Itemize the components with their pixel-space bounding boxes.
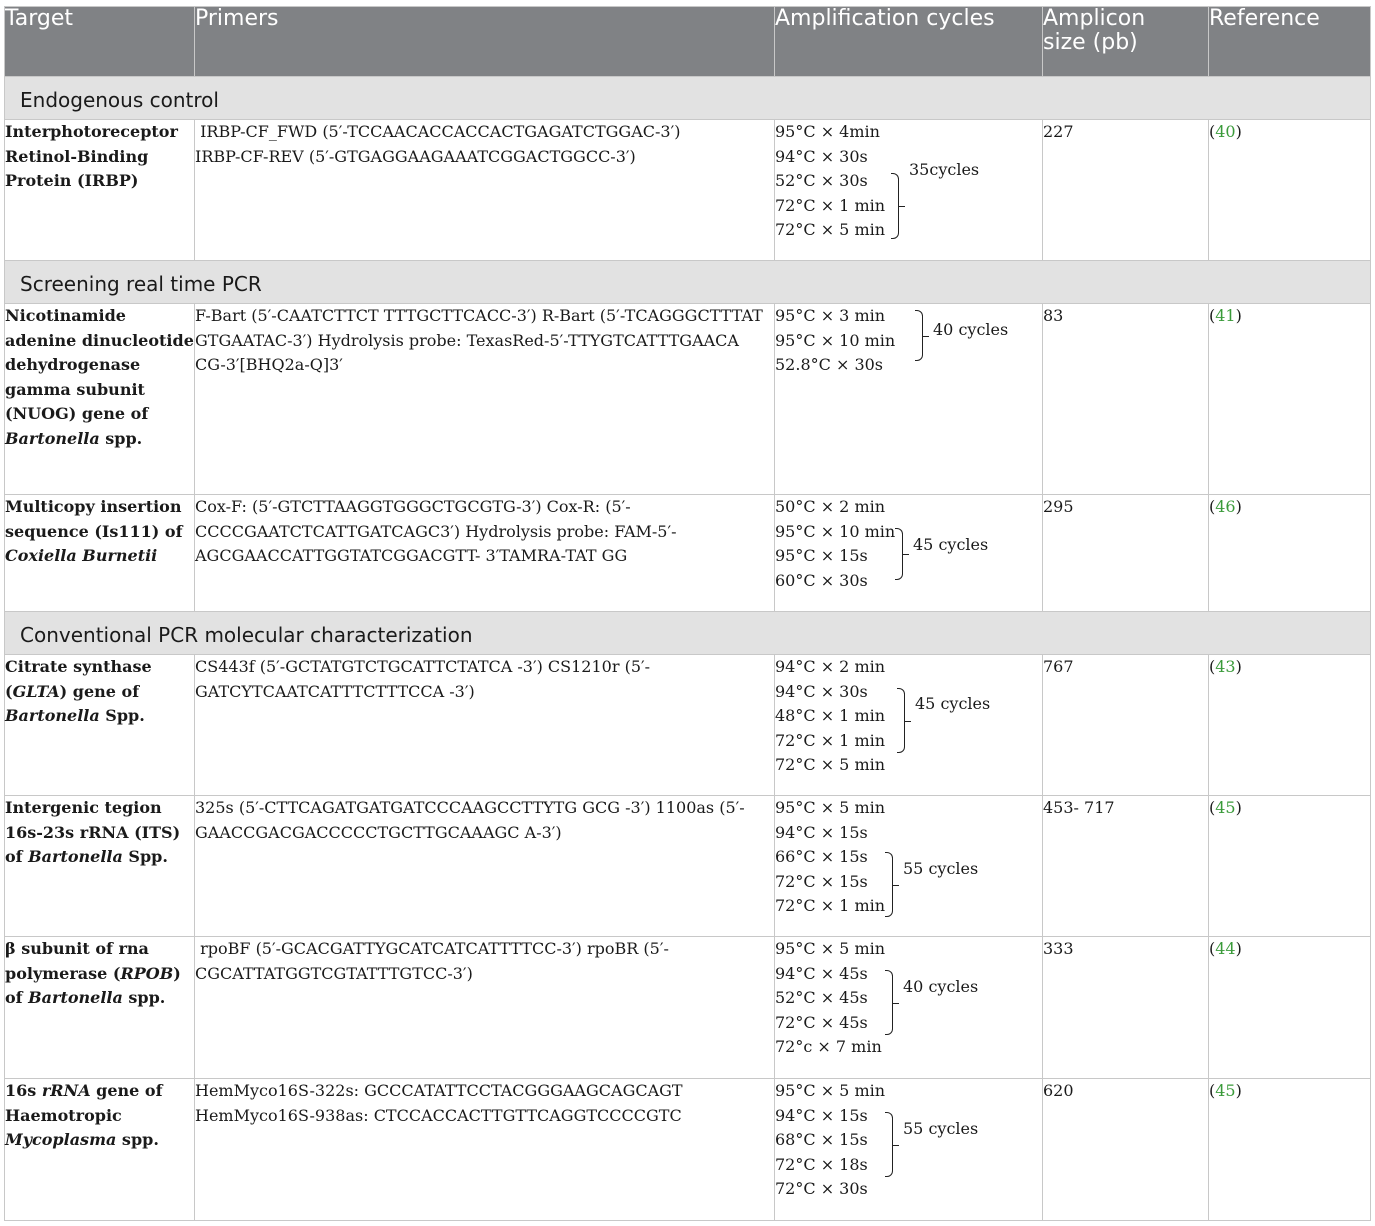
- target-cell: [5, 796, 195, 937]
- target-text: spp.: [99, 428, 143, 448]
- amplification-cell: [775, 304, 1043, 495]
- step: 95°C × 10 min: [775, 330, 896, 350]
- primer-line: HemMyco16S-938as: CTCCACCACTTGTTCAGGTCCCCGTC: [195, 1105, 682, 1125]
- primer-line: HemMyco16S-322s: GCCCATATTCCTACGGGAAGCAGCAGT: [195, 1081, 683, 1100]
- reference-link[interactable]: 45: [1215, 1081, 1236, 1100]
- primer-line: IRBP-CF_FWD (5′-TCCAACACCACCACTGAGATCTGGAC-3′): [195, 122, 681, 141]
- step: 50°C × 2 min: [775, 497, 886, 516]
- target-cell: [5, 937, 195, 1079]
- step: 95°C × 10 min: [775, 521, 896, 541]
- target-text: Nicotinamide adenine dinucleotide dehydrogenase gamma subunit (NUOG) gene of: [5, 306, 194, 424]
- reference-cell: (43): [1209, 655, 1371, 796]
- cycle-count: 35cycles: [909, 160, 980, 179]
- cycle-count: 45 cycles: [913, 535, 989, 554]
- section-screening: Screening real time PCR: [5, 261, 1371, 304]
- table-row: [5, 304, 1371, 495]
- table-row: [5, 796, 1371, 937]
- cycle-count: 45 cycles: [915, 694, 991, 713]
- cycle-brace: [885, 1112, 893, 1177]
- header-amplicon: [1043, 7, 1209, 77]
- reference-link[interactable]: 40: [1215, 122, 1236, 141]
- reference-cell: (40): [1209, 120, 1371, 261]
- step: 94°C × 45s: [775, 963, 868, 983]
- target-text: spp.: [116, 1130, 159, 1150]
- step: 66°C × 15s: [775, 847, 868, 867]
- step: 95°C × 4min: [775, 122, 880, 141]
- amplification-cell: [775, 796, 1043, 937]
- cycle-brace: [891, 173, 899, 239]
- reference-cell: (46): [1209, 495, 1371, 612]
- primers-cell: [195, 120, 775, 261]
- target-text: β subunit of rna polymerase (: [5, 939, 149, 983]
- cycle-brace: [885, 970, 893, 1035]
- size-cell: 227: [1043, 120, 1209, 261]
- target-cell: Interphotoreceptor Retinol-Binding Protein (IRBP): [5, 120, 195, 261]
- target-gene: rRNA: [41, 1081, 91, 1100]
- step: 72°C × 18s: [775, 1154, 868, 1174]
- step: 72°C × 45s: [775, 1012, 868, 1032]
- target-gene: GLTA: [12, 681, 60, 701]
- step: 94°C × 15s: [775, 1105, 868, 1125]
- step: 72°C × 30s: [775, 1179, 868, 1199]
- target-genus: Bartonella: [5, 428, 100, 448]
- target-text: gene of Haemotropic: [5, 1081, 163, 1125]
- target-text: Intergenic tegion 16s-23s rRNA (ITS) of: [5, 798, 181, 867]
- amplification-cell: [775, 1079, 1043, 1221]
- target-genus: Bartonella: [28, 847, 123, 867]
- step: 48°C × 1 min: [775, 706, 886, 726]
- target-cell: [5, 1079, 195, 1221]
- step: 95°C × 5 min: [775, 1081, 886, 1100]
- section-row: [5, 261, 1371, 304]
- reference-cell: (45): [1209, 1079, 1371, 1221]
- target-text: Spp.: [122, 847, 168, 867]
- amplification-cell: [775, 495, 1043, 612]
- size-cell: 83: [1043, 304, 1209, 495]
- primers-cell: [195, 1079, 775, 1221]
- header-amplicon-line1: Amplicon: [1043, 6, 1146, 31]
- amplification-cell: [775, 937, 1043, 1079]
- table-row: [5, 1079, 1371, 1221]
- table-row: [5, 655, 1371, 796]
- reference-cell: (41): [1209, 304, 1371, 495]
- primers-cell: rpoBF (5′-GCACGATTYGCATCATCATTTTCC-3′) rpoBR (5′-CGCATTATGGTCGTATTTGTCC-3′): [195, 937, 775, 1079]
- step: 72°C × 1 min: [775, 730, 886, 750]
- target-genus: Mycoplasma: [5, 1130, 117, 1150]
- target-cell: [5, 655, 195, 796]
- reference-link[interactable]: 44: [1215, 939, 1236, 958]
- target-genus: Bartonella: [5, 706, 100, 726]
- step: 68°C × 15s: [775, 1130, 868, 1150]
- target-genus: Bartonella: [28, 988, 123, 1008]
- target-text: ) gene of: [59, 681, 140, 701]
- size-cell: 767: [1043, 655, 1209, 796]
- header-target: Target: [5, 7, 195, 77]
- target-cell: [5, 495, 195, 612]
- primers-cell: CS443f (5′-GCTATGTCTGCATTCTATCA -3′) CS1210r (5′-GATCYTCAATCATTTCTTTCCA -3′): [195, 655, 775, 796]
- table-row: [5, 120, 1371, 261]
- cycle-brace: [897, 688, 905, 753]
- primer-line: IRBP-CF-REV (5′-GTGAGGAAGAAATCGGACTGGCC-3′): [195, 146, 636, 166]
- step: 52°C × 45s: [775, 988, 868, 1008]
- step: 52.8°C × 30s: [775, 355, 884, 375]
- cycle-count: 40 cycles: [933, 320, 1009, 339]
- step: 72°C × 15s: [775, 871, 868, 891]
- step: 95°C × 5 min: [775, 798, 886, 817]
- cycle-count: 40 cycles: [903, 977, 979, 996]
- pcr-table: [4, 6, 1371, 1221]
- target-cell: [5, 304, 195, 495]
- section-endogenous: Endogenous control: [5, 77, 1371, 120]
- target-genus: Coxiella Burnetii: [5, 546, 158, 566]
- primers-cell: Cox-F: (5′-GTCTTAAGGTGGGCTGCGTG-3′) Cox-R: (5′-CCCCGAATCTCATTGATCAGC3′) Hydrolysis probe: FAM-5′-AGCGAACCATTGGTATCGGACGTT- 3′TAMRA-TAT GG: [195, 495, 775, 612]
- target-text: 16s: [5, 1081, 42, 1100]
- step: 72°c × 7 min: [775, 1037, 882, 1057]
- header-row: [5, 7, 1371, 77]
- cycle-brace: [885, 852, 893, 917]
- step: 95°C × 3 min: [775, 306, 886, 325]
- step: 95°C × 5 min: [775, 939, 886, 958]
- cycle-brace: [915, 310, 923, 361]
- step: 95°C × 15s: [775, 546, 868, 566]
- target-text: Spp.: [99, 706, 145, 726]
- amplification-cell: [775, 120, 1043, 261]
- target-text: spp.: [122, 988, 166, 1008]
- primers-cell: 325s (5′-CTTCAGATGATGATCCCAAGCCTTYTG GCG -3′) 1100as (5′- GAACCGACGACCCCCTGCTTGCAAAGC A-3′): [195, 796, 775, 937]
- header-reference: Reference: [1209, 7, 1371, 77]
- primers-cell: F-Bart (5′-CAATCTTCT TTTGCTTCACC-3′) R-Bart (5′-TCAGGGCTTTAT GTGAATAC-3′) Hydrolysis probe: TexasRed-5′-TTYGTCATTTGAACA CG-3′[BHQ2a-Q]3′: [195, 304, 775, 495]
- target-text: Multicopy insertion sequence (Is111) of: [5, 497, 183, 541]
- step: 72°C × 1 min: [775, 896, 886, 916]
- header-primers: Primers: [195, 7, 775, 77]
- step: 52°C × 30s: [775, 171, 868, 191]
- step: 94°C × 30s: [775, 146, 868, 166]
- step: 94°C × 30s: [775, 681, 868, 701]
- cycle-count: 55 cycles: [903, 1119, 979, 1138]
- reference-link[interactable]: 43: [1215, 657, 1236, 676]
- header-amplicon-line2: size (pb): [1043, 30, 1138, 55]
- reference-cell: (44): [1209, 937, 1371, 1079]
- step: 94°C × 2 min: [775, 657, 886, 676]
- target-text: ) of: [5, 963, 181, 1008]
- step: 72°C × 5 min: [775, 220, 886, 240]
- reference-cell: (45): [1209, 796, 1371, 937]
- step: 60°C × 30s: [775, 570, 868, 590]
- step: 94°C × 15s: [775, 822, 868, 842]
- cycle-brace: [895, 528, 903, 580]
- amplification-cell: [775, 655, 1043, 796]
- table-row: [5, 495, 1371, 612]
- target-text: Citrate synthase (: [5, 657, 152, 701]
- section-row: [5, 77, 1371, 120]
- section-row: [5, 612, 1371, 655]
- section-conventional: Conventional PCR molecular characterization: [5, 612, 1371, 655]
- size-cell: 620: [1043, 1079, 1209, 1221]
- table-row: [5, 937, 1371, 1079]
- step: 72°C × 5 min: [775, 755, 886, 775]
- size-cell: 453- 717: [1043, 796, 1209, 937]
- reference-link[interactable]: 46: [1215, 497, 1236, 516]
- reference-link[interactable]: 45: [1215, 798, 1236, 817]
- size-cell: 295: [1043, 495, 1209, 612]
- size-cell: 333: [1043, 937, 1209, 1079]
- cycle-count: 55 cycles: [903, 859, 979, 878]
- reference-link[interactable]: 41: [1215, 306, 1236, 325]
- header-amplification: Amplification cycles: [775, 7, 1043, 77]
- step: 72°C × 1 min: [775, 195, 886, 215]
- target-gene: RPOB: [120, 963, 174, 983]
